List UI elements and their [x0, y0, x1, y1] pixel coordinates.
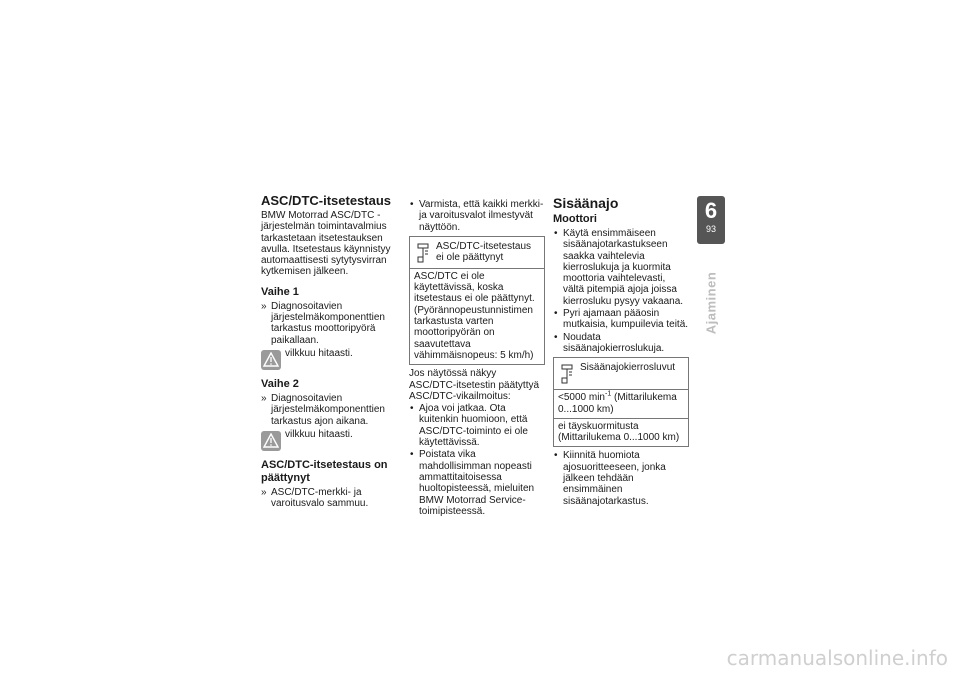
list-item: » Diagnosoitavien järjestelmäkomponenttien tarkastus ajon aikana. [261, 393, 397, 427]
rpm-limit-mileage: (Mittarilukema 0...1000 km) [558, 392, 677, 415]
info-box-title: Sisäänajokierrosluvut [580, 362, 676, 374]
list-item: » ASC/DTC-merkki- ja varoitusvalo sammuu. [261, 487, 397, 510]
rpm-limit-text: <5000 min [558, 392, 605, 404]
intro-paragraph: BMW Motorrad ASC/DTC -järjestelmän toimintavalmius tarkastetaan itsetestauksen avulla. Itsetestaus käynnistyy automaattisesti sytytysvirran kytkemisen jälkeen. [261, 210, 391, 278]
subsection-title-engine: Moottori [553, 213, 597, 225]
note-text: vilkkuu hitaasti. [285, 347, 353, 359]
section-title-break-in: Sisäänajo [553, 195, 619, 211]
phase2-heading: Vaihe 2 [261, 377, 299, 390]
info-box-title: ASC/DTC-itsetestaus ei ole päättynyt [436, 240, 532, 264]
fault-list [409, 403, 545, 517]
list-item: • Käytä ensimmäiseen sisäänajotarkastukseen saakka vaihtelevia kierroslukuja ja kuormita moottoria vaihtelevasti, vältä pitempiä ajoja joissa kierrosluku pysyy vakaana. [553, 228, 689, 307]
list-item: • Noudata sisäänajokierroslukuja. [553, 332, 689, 355]
selftest-done-heading: ASC/DTC-itsetestaus on päättynyt [261, 458, 388, 484]
list-item: • Ajoa voi jatkaa. Ota kuitenkin huomioon, että ASC/DTC-toiminto ei ole käytettävissä. [409, 403, 545, 448]
chapter-tab [697, 196, 725, 244]
list-item: • Poistata vika mahdollisimman nopeasti ammattitaitoisessa huoltopisteessä, mieluiten BMW Motorrad Service-toimipisteessä. [409, 449, 545, 517]
phase1-list [261, 301, 397, 346]
side-chapter-label [699, 258, 723, 348]
display-indicator-icon [560, 364, 574, 386]
list-item: • Pyri ajamaan pääosin mutkaisia, kumpuilevia teitä. [553, 308, 689, 331]
info-box-break-in-rpm [553, 357, 689, 447]
check-list [409, 199, 545, 233]
list-item: • Varmista, että kaikki merkki- ja varoitusvalot ilmestyvät näyttöön. [409, 199, 545, 233]
side-label-text: Ajaminen [703, 271, 719, 335]
phase2-list [261, 393, 397, 427]
phase2-note [261, 429, 397, 451]
inspection-list [553, 450, 689, 506]
list-item: » Diagnosoitavien järjestelmäkomponenttien tarkastus moottoripyörä paikallaan. [261, 301, 397, 346]
phase1-note [261, 348, 397, 370]
rpm-unit-exponent: -1 [604, 390, 612, 398]
info-box-selftest-incomplete [409, 236, 545, 365]
page-number: 93 [705, 224, 716, 234]
chapter-number: 6 [704, 198, 718, 223]
column-right [553, 196, 689, 508]
done-list [261, 487, 397, 510]
info-box-header [554, 358, 688, 390]
fault-paragraph: Jos näytössä näkyy ASC/DTC-itsetestin päätyttyä ASC/DTC-vikailmoitus: [409, 368, 540, 402]
info-box-header [410, 237, 544, 269]
info-box-body: ASC/DTC ei ole käytettävissä, koska itsetestaus ei ole päättynyt. (Pyörännopeustunnistimen tarkastusta varten moottoripyörän on saavutettava vähimmäisnopeus: 5 km/h) [414, 270, 535, 361]
phase1-heading: Vaihe 1 [261, 285, 299, 298]
list-item: • Kiinnitä huomiota ajosuoritteeseen, jonka jälkeen tehdään ensimmäinen sisäänajotarkastus. [553, 450, 689, 506]
break-in-list [553, 228, 689, 354]
section-title-asc-dtc-selftest: ASC/DTC-itsetestaus [261, 193, 392, 208]
watermark: carmanualsonline.info [726, 646, 948, 670]
column-left [261, 194, 397, 510]
display-indicator-icon [416, 243, 430, 265]
info-box-row-rpm [554, 390, 688, 418]
column-middle [409, 198, 545, 518]
warning-triangle-icon [261, 431, 281, 451]
note-text: vilkkuu hitaasti. [285, 428, 353, 440]
warning-triangle-icon [261, 350, 281, 370]
info-box-row-load: ei täyskuormitusta (Mittarilukema 0...1000 km) [554, 418, 688, 447]
